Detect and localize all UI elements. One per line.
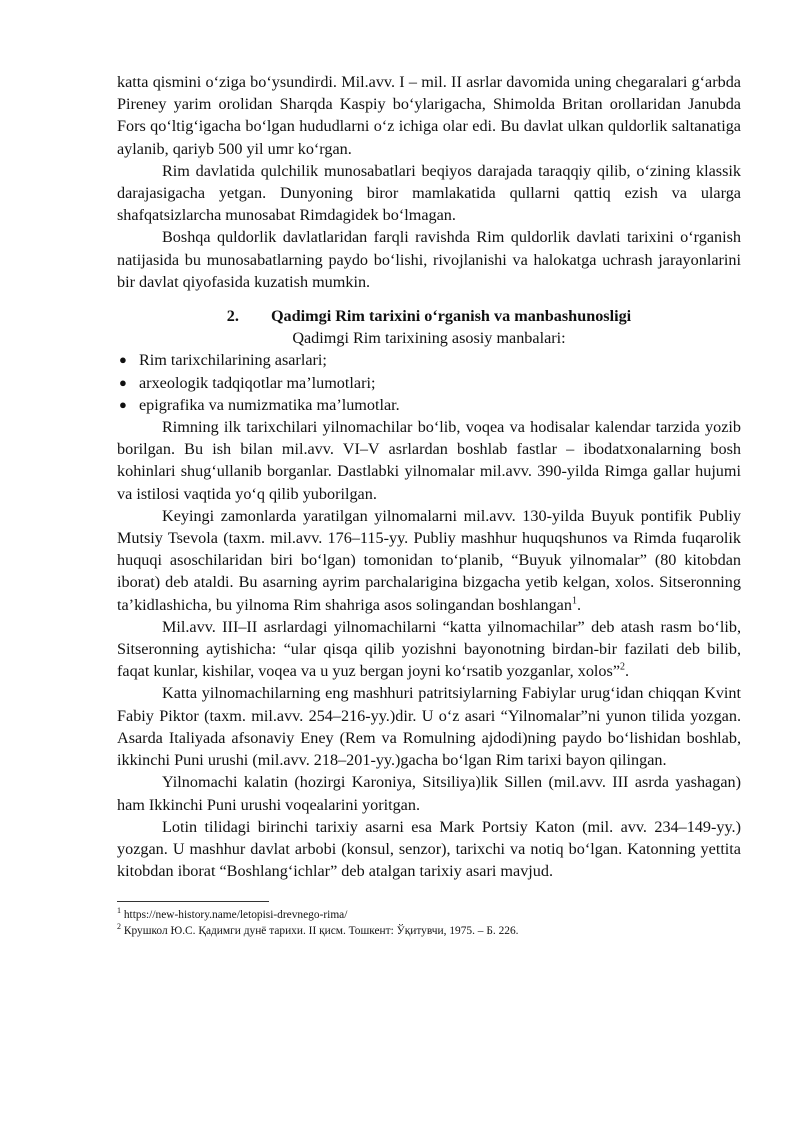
paragraph-senior-annalists: Mil.avv. III–II asrlardagi yilnomachilarni “katta yilnomachilar” deb atash rasm bo‘lib, Sitseronning aytishicha: “ular qisqa qilib yozishni bayonotning birdan-bir fazilati deb bilib, faqat kunlar, kishilar, voqea va u yuz bergan joyni ko‘rsatib yozganlar, xolos”$^2$. (117, 617, 741, 681)
paragraph-sillen: Yilnomachi kalatin (hozirgi Karoniya, Sitsiliya)lik Sillen (mil.avv. III asrda yashagan) ham Ikkinchi Puni urushi voqealarini yoritgan. (117, 773, 741, 814)
list-item: ● epigrafika va numizmatika ma’lumotlar. (117, 394, 741, 416)
paragraph-fabius-pictor: Katta yilnomachilarning eng mashhuri patritsiylarning Fabiylar urug‘idan chiqqan Kvint Fabiy Piktor (taxm. mil.avv. 254–216-yy.)dir. U o‘z asari “Yilnomalar”ni yunon tilida yozgan. Asarda Italiyada afsonaviy Eney (Rem va Romulning ajdodi)ning paydo bo‘lishidan boshlab, ikkinchi Puni urushi (mil.avv. 218–201-yy.)gacha bo‘lgan Rim tarixi bayon qilingan. (117, 684, 741, 770)
footnote-text: Крушкол Ю.С. Қадимги дунё тарихи. II қисм. Тошкент: Ўқитувчи, 1975. – Б. 226. (123, 924, 519, 937)
bullet-icon: ● (119, 374, 127, 390)
paragraph-comparison: Boshqa quldorlik davlatlaridan farqli ravishda Rim quldorlik davlati tarixini o‘rganish natijasida bu munosabatlarning paydo bo‘lishi, rivojlanishi va halokatga uchrash jarayonlarini bir davlat qiyofasida kuzatish mumkin. (117, 228, 741, 291)
footnote-2 (117, 924, 741, 940)
paragraph-early-chroniclers: Rimning ilk tarixchilari yilnomachilar bo‘lib, voqea va hodisalar kalendar tarzida yozib borilgan. Bu ish bilan mil.avv. VI–V asrlardan boshlab fastlar – ibodatxonalarning bosh kohinlari shug‘ullanib borganlar. Dastlabki yilnomalar mil.avv. 390-yilda Rimga gallar hujumi va istilosi vaqtida yo‘q qilib yuborilgan. (117, 418, 741, 503)
list-item: ● arxeologik tadqiqotlar ma’lumotlari; (117, 372, 741, 394)
section-title: Qadimgi Rim tarixini o‘rganish va manbashunosligi (270, 307, 632, 326)
footnote-divider (117, 901, 269, 902)
section-number: 2. (226, 307, 239, 326)
footnote-number: 2 (117, 922, 121, 932)
bullet-icon: ● (119, 396, 127, 412)
footnote-1 (117, 908, 741, 924)
section-heading (117, 305, 741, 327)
section-subtitle: Qadimgi Rim tarixining asosiy manbalari: (292, 329, 566, 348)
footnote-ref-2[interactable]: 2 (620, 661, 626, 673)
footnote-ref-1[interactable]: 1 (571, 595, 577, 607)
paragraph-slavery: Rim davlatida qulchilik munosabatlari beqiyos darajada taraqqiy qilib, o‘zining klassik darajasigacha yetgan. Dunyoning biror mamlakatida qullarni qattiq ezish va ularga shafqatsizlarcha munosabat Rimdagidek bo‘lmagan. (117, 161, 741, 225)
bullet-icon: ● (119, 352, 127, 368)
paragraph-cato: Lotin tilidagi birinchi tarixiy asarni esa Mark Portsiy Katon (mil. avv. 234–149-yy.) yozgan. U mashhur davlat arbobi (konsul, senzor), tarixchi va notiq bo‘lgan. Katonning yettita kitobdan iborat “Boshlang‘ichlar” deb atalgan tarixiy asari mavjud. (117, 817, 741, 881)
list-item: ● Rim tarixchilarining asarlari; (117, 349, 741, 371)
sources-list (117, 349, 741, 416)
footnote-link[interactable]: https://new-history.name/letopisi-drevnego-rima/ (123, 909, 348, 922)
paragraph-great-annals: Keyingi zamonlarda yaratilgan yilnomalarni mil.avv. 130-yilda Buyuk pontifik Publiy Mutsiy Tsevola (taxm. mil.avv. 176–115-yy. Publiy mashhur huquqshunos va Rimda fuqarolik huquqi asoschilaridan biri bo‘lgan) tomonidan to‘planib, “Buyuk yilnomalar” (80 kitobdan iborat) deb ataldi. Bu asarning ayrim parchalarigina bizgacha yetib kelgan, xolos. Sitseronning ta’kidlashicha, bu yilnoma Rim shahriga asos solingandan boshlangan$^1$. (117, 506, 741, 614)
footnote-number: 1 (117, 906, 121, 916)
paragraph-continuation: katta qismini o‘ziga bo‘ysundirdi. Mil.avv. I – mil. II asrlar davomida uning chegaralari g‘arbda Pireney yarim orolidan Sharqda Kaspiy bo‘ylarigacha, Shimolda Britan orollaridan Janubda Fors qo‘ltig‘igacha bo‘lgan hududlarni o‘z ichiga olar edi. Bu davlat ulkan quldorlik saltanatiga aylanib, qariyb 500 yil umr ko‘rgan. (117, 73, 741, 158)
